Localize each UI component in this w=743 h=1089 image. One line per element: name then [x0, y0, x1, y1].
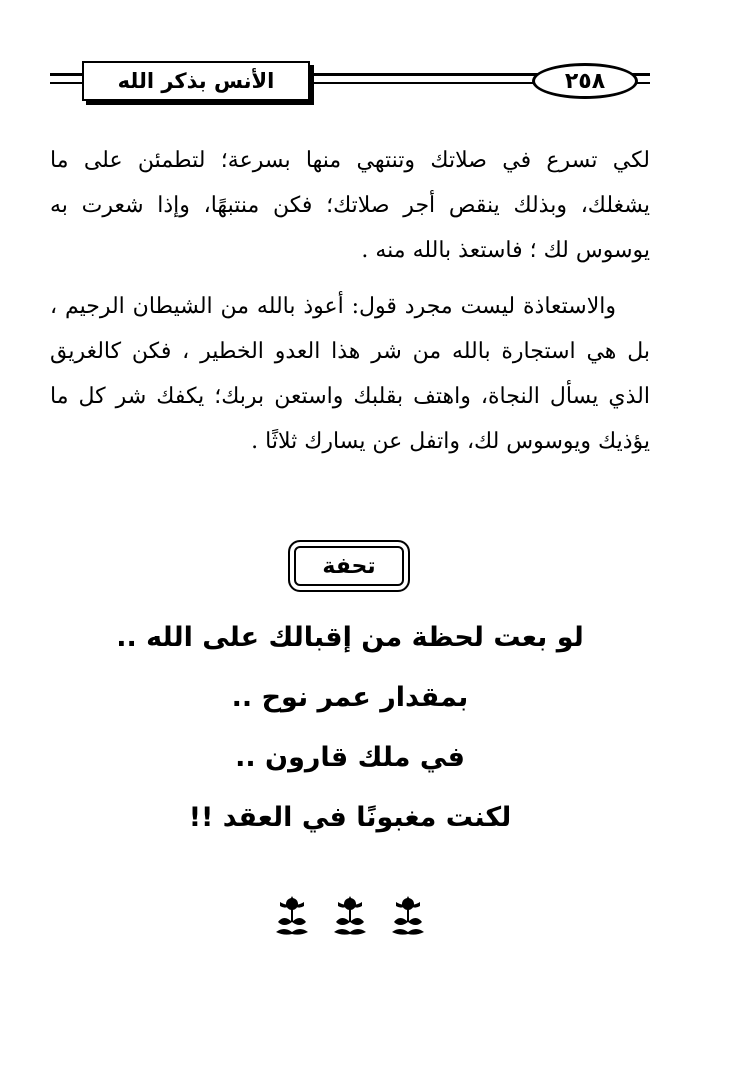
gift-heading: تحفة: [322, 553, 376, 579]
paragraph-1: لكي تسرع في صلاتك وتنتهي منها بسرعة؛ لتطمئن على ما يشغلك، وبذلك ينقص أجر صلاتك؛ فكن منتبهًا، وإذا شعرت به يوسوس لك ؛ فاستعذ بالله منه .: [50, 148, 650, 263]
poem-line-1: لو بعت لحظة من إقبالك على الله ..: [116, 622, 584, 653]
gift-heading-box: [288, 540, 410, 592]
poem-line-2: بمقدار عمر نوح ..: [231, 682, 469, 713]
floral-ornament-icon: [270, 892, 314, 938]
gift-poem: [100, 608, 600, 848]
running-title-text: الأنس بذكر الله: [117, 69, 275, 93]
running-title: [82, 61, 310, 101]
page-header: [50, 55, 650, 105]
floral-ornament-icon: [328, 892, 372, 938]
page-number: ٢٥٨: [564, 68, 606, 94]
poem-line-3: في ملك قارون ..: [235, 742, 465, 773]
page-number-badge: [532, 63, 638, 99]
floral-ornament-icon: [386, 892, 430, 938]
poem-line-4: لكنت مغبونًا في العقد !!: [188, 802, 512, 833]
body-text: [50, 138, 650, 464]
paragraph-2: والاستعاذة ليست مجرد قول: أعوذ بالله من الشيطان الرجيم ، بل هي استجارة بالله من شر هذا العدو الخطير ، فكن كالغريق الذي يسأل النجاة، واهتف بقلبك واستعن بربك؛ يكفك شر كل ما يؤذيك ويوسوس لك، واتفل عن يسارك ثلاثًا .: [50, 294, 650, 454]
closing-ornaments: [270, 890, 430, 940]
